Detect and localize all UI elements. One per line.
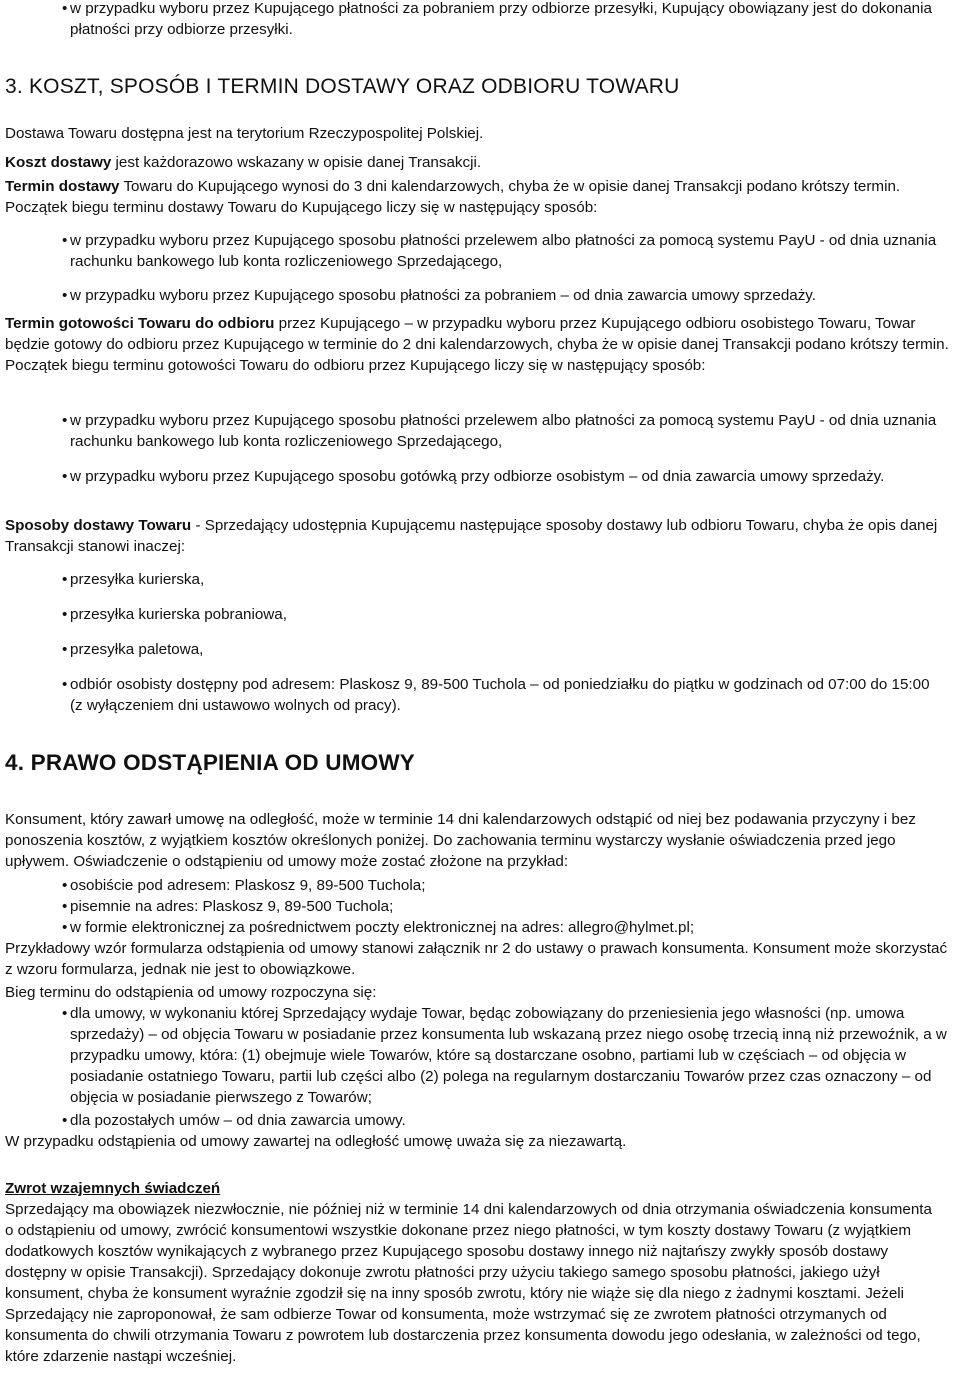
bullet-icon: • <box>62 676 68 693</box>
paragraph <box>5 176 935 218</box>
sub-heading: Zwrot wzajemnych świadczeń <box>5 1180 221 1197</box>
bullet-icon: • <box>62 919 68 936</box>
paragraph: Dostawa Towaru dostępna jest na terytorium Rzeczypospolitej Polskiej. <box>5 125 484 142</box>
list-item <box>62 1110 960 1131</box>
bold-term: Sposoby dostawy Towaru <box>5 517 192 534</box>
paragraph <box>5 515 960 557</box>
list-item-text: w przypadku wyboru przez Kupującego sposobu płatności przelewem albo płatności za pomocą systemu PayU - od dnia uznania rachunku bankowego lub konta rozliczeniowego Sprzedającego, <box>70 232 937 270</box>
bullet-icon: • <box>62 468 68 485</box>
list-item-text: w przypadku wyboru przez Kupującego płatności za pobraniem przy odbiorze przesyłki, Kupujący obowiązany jest do dokonania płatności przy odbiorze przesyłki. <box>70 0 932 38</box>
list-item <box>62 285 960 306</box>
bullet-icon: • <box>62 287 68 304</box>
bold-term: Koszt dostawy <box>5 154 112 171</box>
list-item-text: w przypadku wyboru przez Kupującego sposobu płatności przelewem albo płatności za pomocą systemu PayU - od dnia uznania rachunku bankowego lub konta rozliczeniowego Sprzedającego, <box>70 412 937 450</box>
paragraph <box>5 313 955 376</box>
list-item-text: dla umowy, w wykonaniu której Sprzedający wydaje Towar, będąc zobowiązany do przeniesienia jego własności (np. umowa sprzedaży) – od objęcia Towaru w posiadanie przez konsumenta lub wskazaną przez niego osobę trzecią inną niż przewoźnik, a w przypadku umowy, która: (1) obejmuje wiele Towarów, które są dostarczane osobno, partiami lub w częściach – od objęcia w posiadanie ostatniego Towaru, partii lub części albo (2) polega na regularnym dostarczaniu Towarów przez czas oznaczony – od objęcia w posiadanie pierwszego z Towarów; <box>70 1005 947 1106</box>
list-item <box>62 1003 960 1108</box>
paragraph: W przypadku odstąpienia od umowy zawartej na odległość umowę uważa się za niezawartą. <box>5 1133 627 1150</box>
list-item <box>62 410 960 452</box>
list-item <box>62 0 952 40</box>
paragraph: Bieg terminu do odstąpienia od umowy rozpoczyna się: <box>5 984 377 1001</box>
list-item <box>62 674 942 716</box>
list-item <box>62 639 942 660</box>
paragraph <box>5 152 481 173</box>
bullet-icon: • <box>62 232 68 249</box>
paragraph: Przykładowy wzór formularza odstąpienia od umowy stanowi załącznik nr 2 do ustawy o prawach konsumenta. Konsument może skorzystać z wzoru formularza, jednak nie jest to obowiązkowe. <box>5 940 948 978</box>
bullet-icon: • <box>62 898 68 915</box>
list-item <box>62 875 952 896</box>
bullet-icon: • <box>62 1005 68 1022</box>
bullet-icon: • <box>62 641 68 658</box>
list-item-text: w formie elektronicznej za pośrednictwem poczty elektronicznej na adres: allegro@hylmet.pl; <box>70 919 695 936</box>
bold-term: Termin dostawy <box>5 178 120 195</box>
bold-term: Termin gotowości Towaru do odbioru <box>5 315 275 332</box>
paragraph: Konsument, który zawarł umowę na odległość, może w terminie 14 dni kalendarzowych odstąpić od niej bez podawania przyczyny i bez ponoszenia kosztów, z wyjątkiem kosztów określonych poniżej. Do zachowania terminu wystarczy wysłanie oświadczenia przed jego upływem. Oświadczenie o odstąpieniu od umowy może zostać złożone na przykład: <box>5 811 916 870</box>
paragraph-text: jest każdorazowo wskazany w opisie danej Transakcji. <box>111 154 482 171</box>
list-item <box>62 896 952 917</box>
bullet-icon: • <box>62 0 68 17</box>
bullet-icon: • <box>62 877 68 894</box>
bullet-icon: • <box>62 1112 68 1129</box>
list-item-text: odbiór osobisty dostępny pod adresem: Plaskosz 9, 89-500 Tuchola – od poniedziałku do piątku w godzinach od 07:00 do 15:00 (z wyłączeniem dni ustawowo wolnych od pracy). <box>70 676 930 714</box>
bullet-icon: • <box>62 571 68 588</box>
list-item-text: przesyłka paletowa, <box>70 641 204 658</box>
paragraph-text: przez Kupującego – w przypadku wyboru przez Kupującego odbioru osobistego Towaru, Towar będzie gotowy do odbioru przez Kupującego w terminie do 2 dni kalendarzowych, chyba że w opisie danej Transakcji podano krótszy termin. Początek biegu terminu gotowości Towaru do odbioru przez Kupującego liczy się w następujący sposób: <box>5 315 949 374</box>
list-item-text: pisemnie na adres: Plaskosz 9, 89-500 Tuchola; <box>70 898 394 915</box>
list-item-text: w przypadku wyboru przez Kupującego sposobu płatności za pobraniem – od dnia zawarcia umowy sprzedaży. <box>70 287 816 304</box>
bullet-icon: • <box>62 412 68 429</box>
section-4-heading: 4. PRAWO ODSTĄPIENIA OD UMOWY <box>5 750 415 775</box>
list-item <box>62 604 942 625</box>
list-item-text: dla pozostałych umów – od dnia zawarcia umowy. <box>70 1112 406 1129</box>
bullet-icon: • <box>62 606 68 623</box>
paragraph-text: Towaru do Kupującego wynosi do 3 dni kalendarzowych, chyba że w opisie danej Transakcji podano krótszy termin. Początek biegu terminu dostawy Towaru do Kupującego liczy się w następujący sposób: <box>5 178 901 216</box>
list-item <box>62 569 942 590</box>
list-item <box>62 917 952 938</box>
list-item-text: przesyłka kurierska pobraniowa, <box>70 606 287 623</box>
list-item <box>62 230 960 272</box>
list-item-text: przesyłka kurierska, <box>70 571 205 588</box>
paragraph: Sprzedający ma obowiązek niezwłocznie, nie później niż w terminie 14 dni kalendarzowych od dnia otrzymania oświadczenia konsumenta o odstąpieniu od umowy, zwrócić konsumentowi wszystkie dokonane przez niego płatności, w tym koszty dostawy Towaru (z wyjątkiem dodatkowych kosztów wynikających z wybranego przez Kupującego sposobu dostawy innego niż najtańszy zwykły sposób dostawy dostępny w opisie Transakcji). Sprzedający dokonuje zwrotu płatności przy użyciu takiego samego sposobu płatności, jakiego użył konsument, chyba że konsument wyraźnie zgodził się na inny sposób zwrotu, który nie wiąże się dla niego z żadnymi kosztami. Jeżeli Sprzedający nie zaproponował, że sam odbierze Towar od konsumenta, może wstrzymać się ze zwrotem płatności otrzymanych od konsumenta do chwili otrzymania Towaru z powrotem lub dostarczenia przez konsumenta dowodu jego odesłania, w zależności od tego, które zdarzenie nastąpi wcześniej. <box>5 1201 932 1365</box>
list-item-text: w przypadku wyboru przez Kupującego sposobu gotówką przy odbiorze osobistym – od dnia zawarcia umowy sprzedaży. <box>70 468 885 485</box>
section-3-heading: 3. KOSZT, SPOSÓB I TERMIN DOSTAWY ORAZ ODBIORU TOWARU <box>5 75 680 98</box>
paragraph-text: - Sprzedający udostępnia Kupującemu następujące sposoby dostawy lub odbioru Towaru, chyba że opis danej Transakcji stanowi inaczej: <box>5 517 938 555</box>
list-item-text: osobiście pod adresem: Plaskosz 9, 89-500 Tuchola; <box>70 877 426 894</box>
list-item <box>62 466 932 487</box>
